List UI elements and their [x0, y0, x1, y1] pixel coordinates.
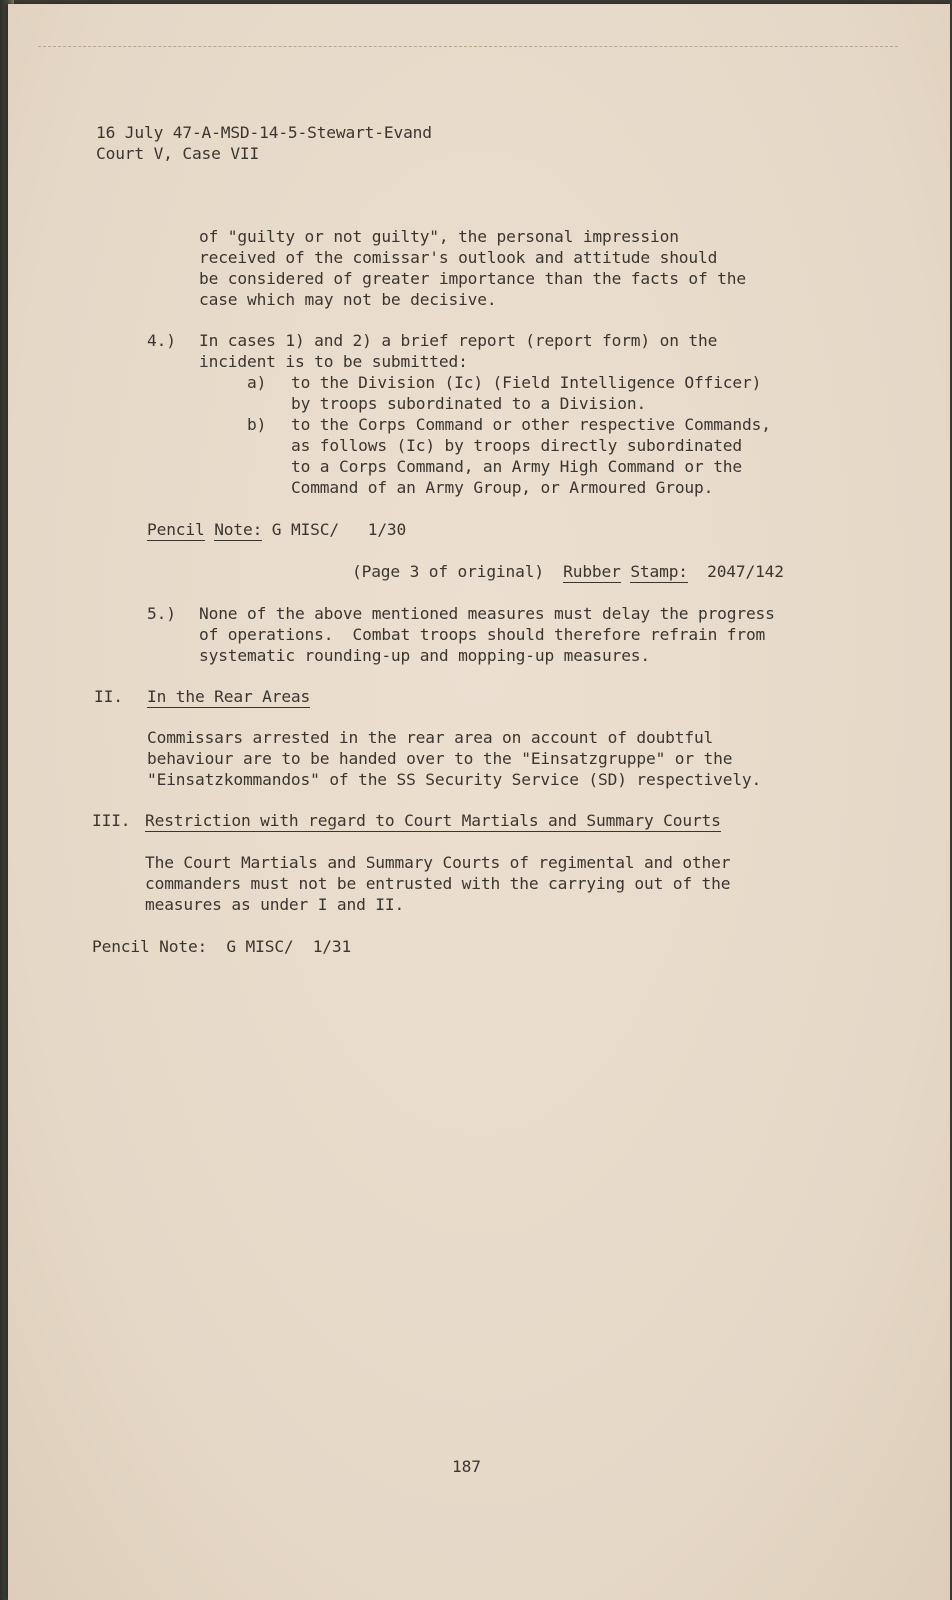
item4b-line-2: as follows (Ic) by troops directly subordinated	[291, 436, 742, 455]
item5-number: 5.)	[147, 604, 176, 623]
section3-line-1: The Court Martials and Summary Courts of regimental and other	[145, 853, 731, 872]
intro-line-2: received of the comissar's outlook and attitude should	[199, 248, 718, 267]
item4-line-1: In cases 1) and 2) a brief report (report form) on the	[199, 331, 718, 350]
top-dashed-rule	[38, 46, 898, 47]
item4b-line-1: to the Corps Command or other respective Commands,	[291, 415, 771, 434]
section3-heading	[145, 810, 721, 831]
section2-line-2: behaviour are to be handed over to the "Einsatzgruppe" or the	[147, 749, 733, 768]
item4-number: 4.)	[147, 331, 176, 350]
item4-line-2: incident is to be submitted:	[199, 352, 468, 371]
item4a-label: a)	[247, 373, 267, 392]
pencil-note-1-word1: Pencil	[147, 520, 205, 539]
pencil-note-1	[147, 519, 406, 540]
page-reference-text: (Page 3 of original)	[352, 562, 544, 581]
section2-numeral: II.	[94, 687, 123, 706]
section2-line-1: Commissars arrested in the rear area on account of doubtful	[147, 728, 714, 747]
rubber-stamp-value: 2047/142	[707, 562, 784, 581]
item4a-line-1: to the Division (Ic) (Field Intelligence Officer)	[291, 373, 762, 392]
document-header-line1: 16 July 47-A-MSD-14-5-Stewart-Evand	[96, 123, 432, 142]
item5-line-3: systematic rounding-up and mopping-up measures.	[199, 646, 650, 665]
intro-line-1: of "guilty or not guilty", the personal impression	[199, 227, 679, 246]
section2-line-3: "Einsatzkommandos" of the SS Security Service (SD) respectively.	[147, 770, 762, 789]
document-page	[8, 4, 950, 1600]
page-number: 187	[452, 1457, 481, 1476]
section2-heading	[147, 686, 310, 707]
document-header-line2: Court V, Case VII	[96, 144, 260, 163]
section3-numeral: III.	[92, 811, 131, 830]
item4b-line-4: Command of an Army Group, or Armoured Group.	[291, 478, 714, 497]
item4a-line-2: by troops subordinated to a Division.	[291, 394, 647, 413]
pencil-note-1-word2: Note:	[214, 520, 263, 539]
section2-heading-text: In the Rear Areas	[147, 687, 311, 706]
item4b-line-3: to a Corps Command, an Army High Command or the	[291, 457, 742, 476]
section3-line-2: commanders must not be entrusted with the carrying out of the	[145, 874, 731, 893]
intro-line-4: case which may not be decisive.	[199, 290, 497, 309]
rubber-stamp-word1: Rubber	[563, 562, 621, 581]
pencil-note-1-ref: G MISC/ 1/30	[271, 520, 407, 539]
section3-line-3: measures as under I and II.	[145, 895, 405, 914]
item4b-label: b)	[247, 415, 267, 434]
pencil-note-2: Pencil Note: G MISC/ 1/31	[92, 937, 352, 956]
item5-line-2: of operations. Combat troops should therefore refrain from	[199, 625, 766, 644]
section3-heading-text: Restriction with regard to Court Martials and Summary Courts	[145, 811, 721, 830]
page-reference	[352, 561, 784, 582]
item5-line-1: None of the above mentioned measures must delay the progress	[199, 604, 775, 623]
intro-line-3: be considered of greater importance than the facts of the	[199, 269, 746, 288]
rubber-stamp-word2: Stamp:	[630, 562, 688, 581]
